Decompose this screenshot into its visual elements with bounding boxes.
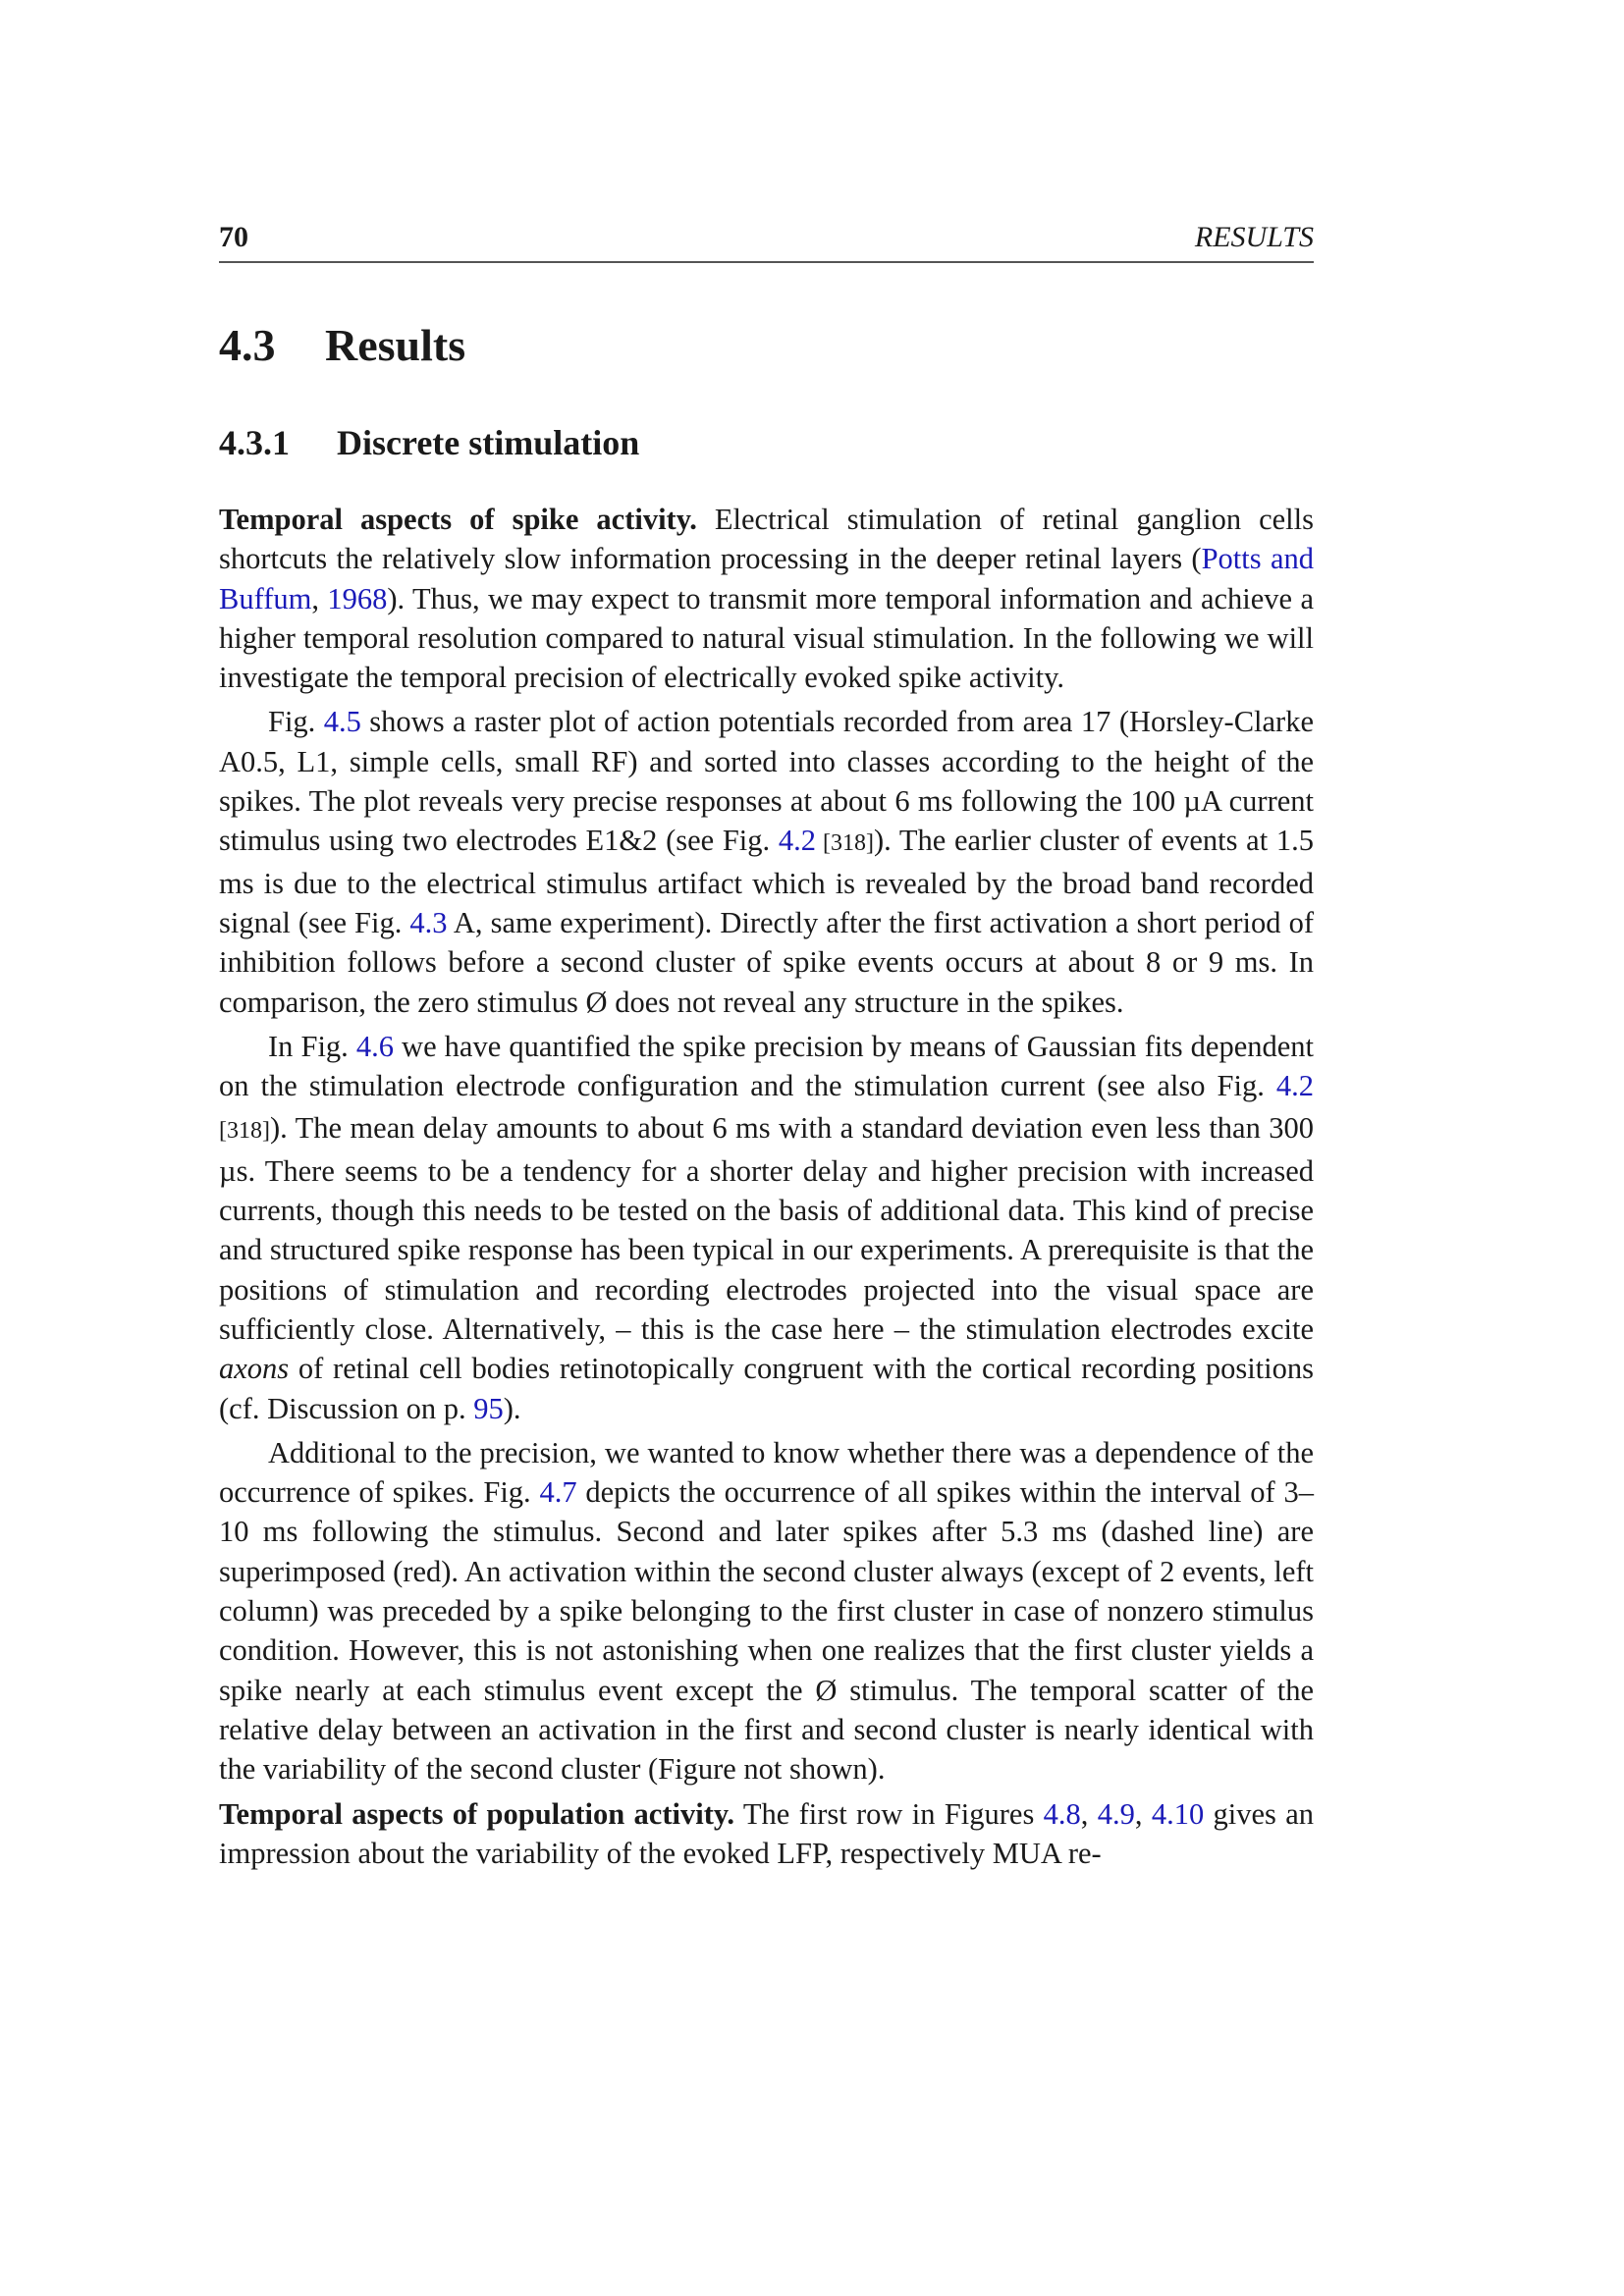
body-text bbox=[219, 500, 1314, 1873]
paragraph-2 bbox=[219, 702, 1314, 1021]
text-run: , bbox=[311, 581, 328, 615]
runin-heading-population: Temporal aspects of population activity. bbox=[219, 1796, 735, 1831]
figure-link-4-7[interactable]: 4.7 bbox=[539, 1475, 577, 1510]
citation-318: [318] bbox=[815, 830, 874, 857]
text-run: Electrical stimulation of retinal ganglion cells shortcuts the relatively slow information processing in the deeper retinal layers ( bbox=[219, 503, 1314, 576]
text-run: , bbox=[1080, 1796, 1098, 1831]
running-header bbox=[219, 218, 1314, 263]
text-run: depicts the occurrence of all spikes within the interval of 3–10 ms following the stimulus. Second and later spikes after 5.3 ms (dashed line) are superimposed (red). An activation within the second cluster always (except of 2 events, left column) was preceded by a spike belonging to the first cluster in case of nonzero stimulus condition. However, this is not astonishing when one realizes that the first cluster yields a spike nearly at each stimulus event except the Ø stimulus. The temporal scatter of the relative delay between an activation in the first and second cluster is nearly identical with the variability of the second cluster (Figure not shown). bbox=[219, 1475, 1314, 1787]
section-title: Results bbox=[325, 320, 466, 370]
text-run: The first row in Figures bbox=[734, 1796, 1044, 1831]
paragraph-1 bbox=[219, 500, 1314, 697]
text-run: we have quantified the spike precision by means of Gaussian fits dependent on the stimulation electrode configuration and the stimulation current (see also Fig. bbox=[219, 1029, 1314, 1103]
text-run: ). Thus, we may expect to transmit more temporal information and achieve a higher temporal resolution compared to natural visual stimulation. In the following we will investigate the temporal precision of electrically evoked spike activity. bbox=[219, 581, 1314, 695]
text-run: A, same experiment). Directly after the first activation a short period of inhibition follows before a second cluster of spike events occurs at about 8 or 9 ms. In comparison, the zero stimulus Ø does not reveal any structure in the spikes. bbox=[219, 905, 1314, 1019]
citation-link-potts[interactable]: Potts and Buffum bbox=[219, 542, 1314, 615]
figure-link-4-2[interactable]: 4.2 bbox=[1275, 1069, 1314, 1103]
figure-link-4-9[interactable]: 4.9 bbox=[1097, 1796, 1135, 1831]
figure-link-4-2[interactable]: 4.2 bbox=[778, 824, 816, 858]
text-run: shows a raster plot of action potentials recorded from area 17 (Horsley-Clarke A0.5, L1, simple cells, small RF) and sorted into classes according to the height of the spikes. The plot reveals very precise responses at about 6 ms following the 100 µA current stimulus using two electrodes E1&2 (see Fig. bbox=[219, 705, 1314, 858]
figure-link-4-3[interactable]: 4.3 bbox=[409, 905, 448, 939]
text-run: of retinal cell bodies retinotopically congruent with the cortical recording positions (cf. Discussion on p. bbox=[219, 1352, 1314, 1425]
text-run: gives an impression about the variability of the evoked LFP, respectively MUA re- bbox=[219, 1796, 1315, 1870]
figure-link-4-8[interactable]: 4.8 bbox=[1043, 1796, 1081, 1831]
subsection-number: 4.3.1 bbox=[219, 423, 290, 462]
page-number: 70 bbox=[219, 221, 248, 253]
subsection-title: Discrete stimulation bbox=[337, 423, 640, 462]
running-title: RESULTS bbox=[1194, 221, 1314, 253]
subsection-heading bbox=[219, 418, 639, 467]
citation-318: [318] bbox=[219, 1118, 270, 1145]
section-number: 4.3 bbox=[219, 320, 276, 370]
text-run: ). The mean delay amounts to about 6 ms with a standard deviation even less than 300 µs. There seems to be a tendency for a shorter delay and higher precision with increased currents, though this needs to be tested on the basis of additional data. This kind of precise and structured spike response has been typical in our experiments. A prerequisite is that the positions of stimulation and recording electrodes projected into the visual space are sufficiently close. Alternatively, – this is the case here – the stimulation electrodes excite bbox=[219, 1111, 1314, 1346]
emphasis-axons: axons bbox=[219, 1352, 290, 1386]
text-run: Fig. bbox=[268, 705, 324, 739]
citation-link-year[interactable]: 1968 bbox=[327, 581, 388, 615]
figure-link-4-6[interactable]: 4.6 bbox=[355, 1029, 394, 1063]
text-run: ). bbox=[503, 1391, 521, 1425]
paragraph-5 bbox=[219, 1794, 1314, 1874]
paragraph-4 bbox=[219, 1433, 1314, 1789]
section-heading bbox=[219, 316, 465, 375]
page-link-95[interactable]: 95 bbox=[473, 1391, 504, 1425]
runin-heading-spike: Temporal aspects of spike activity. bbox=[219, 503, 697, 536]
paragraph-3 bbox=[219, 1027, 1314, 1428]
text-run: Additional to the precision, we wanted to know whether there was a dependence of the occurrence of spikes. Fig. bbox=[219, 1435, 1314, 1510]
text-run: In Fig. bbox=[268, 1029, 356, 1063]
figure-link-4-10[interactable]: 4.10 bbox=[1151, 1796, 1205, 1831]
text-run: , bbox=[1134, 1796, 1152, 1831]
figure-link-4-5[interactable]: 4.5 bbox=[323, 705, 361, 739]
text-run: ). The earlier cluster of events at 1.5 ms is due to the electrical stimulus artifact which is revealed by the broad band recorded signal (see Fig. bbox=[219, 824, 1314, 939]
